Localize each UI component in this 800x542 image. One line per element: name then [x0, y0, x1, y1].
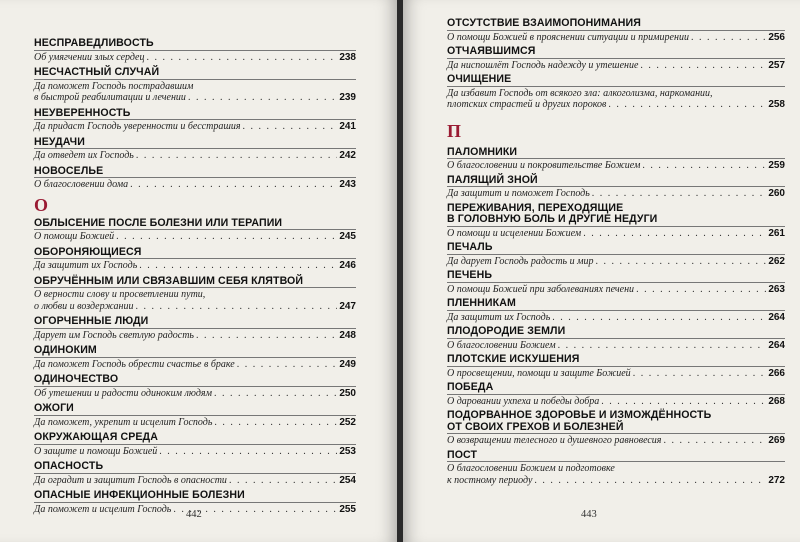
dot-leader — [592, 188, 767, 200]
entry-description — [447, 461, 785, 486]
entry-description-line: Да защитит и поможет Господь — [447, 188, 590, 199]
entry-description-line: О благословении и покровительстве Божием — [447, 160, 641, 171]
entry-description-row — [34, 446, 356, 458]
entry-page-number: 241 — [339, 121, 356, 132]
entry-title-line: ОБЛЫСЕНИЕ ПОСЛЕ БОЛЕЗНИ ИЛИ ТЕРАПИИ — [34, 216, 283, 229]
toc-entry[interactable] — [34, 137, 356, 162]
toc-entry[interactable] — [34, 218, 356, 243]
toc-entry[interactable] — [447, 175, 785, 200]
entry-description-line: Да защитит их Господь — [447, 311, 551, 323]
dot-leader — [229, 475, 337, 487]
toc-entry[interactable] — [34, 403, 356, 428]
entry-description — [34, 177, 356, 191]
entry-title — [34, 403, 356, 415]
entry-title-line: НОВОСЕЛЬЕ — [34, 164, 104, 177]
entry-title-line: НЕСЧАСТНЫЙ СЛУЧАЙ — [34, 66, 160, 78]
dot-leader — [214, 417, 337, 429]
entry-description-line: О благословении дома — [34, 179, 129, 190]
entry-description-line: плотских страстей и других пороков — [447, 99, 607, 110]
entry-description-line: Да придаст Господь уверенности и бесстрашия — [34, 121, 241, 132]
entry-description-line: Об умягчении злых сердец — [34, 51, 145, 63]
toc-entry[interactable] — [447, 18, 785, 43]
entry-title — [447, 270, 785, 282]
entry-page-number: 254 — [339, 474, 356, 486]
entry-title-line: ОБОРОНЯЮЩИЕСЯ — [34, 245, 142, 258]
entry-title-line: ПЛОТСКИЕ ИСКУШЕНИЯ — [447, 353, 580, 365]
dot-leader — [608, 99, 766, 111]
entry-title-line: ОКРУЖАЮЩАЯ СРЕДА — [34, 431, 158, 443]
entry-description-row — [447, 284, 785, 296]
entry-description — [34, 258, 356, 272]
dot-leader — [130, 179, 337, 191]
entry-title-line: ПЕЧЕНЬ — [447, 269, 493, 281]
entry-title-line: ПОДОРВАННОЕ ЗДОРОВЬЕ И ИЗМОЖДЁННОСТЬ — [447, 409, 712, 421]
entry-title-line: ПЛОДОРОДИЕ ЗЕМЛИ — [447, 325, 566, 337]
entry-description-line: Да поможет Господь обрести счастье в браке — [34, 358, 235, 370]
entry-title-line: ОБРУЧЁННЫМ ИЛИ СВЯЗАВШИМ СЕБЯ КЛЯТВОЙ — [34, 274, 304, 287]
entry-description — [34, 148, 356, 162]
dot-leader — [663, 435, 766, 447]
entry-description-line: Да избавит Господь от всякого зла: алкоголизма, наркомании, — [447, 87, 713, 99]
toc-entry[interactable] — [447, 450, 785, 487]
entry-description-row — [447, 160, 785, 172]
left-page-number: 442 — [186, 509, 202, 520]
entry-page-number: 253 — [339, 445, 356, 457]
entry-description-row — [447, 228, 785, 240]
entry-description-row — [447, 340, 785, 352]
entry-title — [447, 74, 785, 86]
entry-title-line: ОПАСНОСТЬ — [34, 460, 104, 472]
entry-title-line: НЕУДАЧИ — [34, 135, 85, 148]
entry-description-line: Да отведет их Господь — [34, 150, 134, 161]
entry-description — [447, 366, 785, 380]
entry-title — [447, 450, 785, 462]
entry-description-line: О помощи и исцелении Божием — [447, 227, 582, 239]
entry-description-row — [34, 301, 356, 313]
entry-page-number: 246 — [339, 260, 356, 271]
entry-page-number: 239 — [339, 92, 356, 103]
entry-description — [34, 287, 356, 312]
entry-title — [447, 410, 785, 433]
toc-entry[interactable] — [34, 108, 356, 133]
entry-description — [447, 30, 785, 44]
toc-entry[interactable] — [34, 166, 356, 191]
dot-leader — [139, 260, 337, 272]
entry-title — [34, 276, 356, 288]
entry-description-line: О верности слову и просветлении пути, — [34, 289, 206, 300]
entry-title — [34, 166, 356, 178]
dot-leader — [691, 32, 766, 44]
entry-description-row — [34, 475, 356, 487]
entry-title — [447, 18, 785, 30]
entry-description — [34, 415, 356, 429]
entry-description — [34, 473, 356, 487]
entry-title — [447, 147, 785, 159]
entry-description-row — [447, 188, 785, 200]
entry-description-line: О возвращении телесного и душевного равновесия — [447, 435, 662, 446]
entry-page-number: 259 — [768, 160, 785, 171]
entry-title-line: ПЕЧАЛЬ — [447, 241, 493, 253]
entry-title — [447, 175, 785, 187]
entry-description-line: в быстрой реабилитации и лечении — [34, 92, 186, 103]
dot-leader — [237, 359, 338, 371]
toc-entry[interactable] — [447, 298, 785, 323]
entry-description — [447, 186, 785, 200]
toc-entry[interactable] — [34, 247, 356, 272]
entry-description-line: Дарует им Господь светлую радость — [34, 329, 194, 341]
entry-title — [447, 46, 785, 58]
dot-leader — [147, 52, 338, 64]
entry-title — [34, 374, 356, 386]
entry-description-line: О помощи Божией в прояснении ситуации и примирении — [447, 31, 689, 43]
entry-page-number: 255 — [339, 503, 356, 515]
entry-description — [447, 310, 785, 324]
dot-leader — [583, 228, 766, 240]
entry-description — [34, 386, 356, 400]
entry-description-row — [447, 99, 785, 111]
entry-description — [447, 394, 785, 408]
entry-page-number: 257 — [768, 59, 785, 71]
entry-description-row — [447, 312, 785, 324]
toc-entry[interactable] — [34, 461, 356, 486]
entry-page-number: 258 — [768, 99, 785, 110]
entry-title-line: ОТСУТСТВИЕ ВЗАИМОПОНИМАНИЯ — [447, 17, 641, 29]
entry-description-line: Да оградит и защитит Господь в опасности — [34, 474, 227, 486]
entry-title — [447, 203, 785, 226]
toc-entry[interactable] — [34, 345, 356, 370]
entry-page-number: 250 — [339, 387, 356, 399]
entry-page-number: 245 — [339, 231, 356, 242]
entry-page-number: 256 — [768, 31, 785, 43]
entry-description-line: Да поможет, укрепит и исцелит Господь — [34, 416, 213, 428]
right-toc — [447, 18, 785, 489]
entry-description — [447, 86, 785, 111]
entry-description — [34, 50, 356, 64]
entry-description-line: О помощи Божией при заболеваниях печени — [447, 283, 635, 295]
dot-leader — [601, 396, 766, 408]
entry-description-row — [447, 60, 785, 72]
entry-page-number: 266 — [768, 367, 785, 379]
toc-entry[interactable] — [447, 46, 785, 71]
entry-title-line: ОТ СВОИХ ГРЕХОВ И БОЛЕЗНЕЙ — [447, 420, 624, 433]
entry-description-line: О помощи Божией — [34, 231, 115, 242]
entry-description-row — [447, 368, 785, 380]
entry-description — [34, 444, 356, 458]
entry-description-row — [447, 32, 785, 44]
dot-leader — [159, 446, 337, 458]
entry-title — [34, 432, 356, 444]
entry-description — [447, 226, 785, 240]
entry-title-line: ОПАСНЫЕ ИНФЕКЦИОННЫЕ БОЛЕЗНИ — [34, 489, 245, 501]
entry-description-row — [447, 475, 785, 487]
toc-entry[interactable] — [447, 270, 785, 295]
entry-title — [447, 354, 785, 366]
entry-title-line: ОДИНОКИМ — [34, 344, 97, 356]
entry-title-line: ПЕРЕЖИВАНИЯ, ПЕРЕХОДЯЩИЕ — [447, 201, 624, 214]
entry-description-row — [34, 92, 356, 104]
toc-entry[interactable] — [34, 276, 356, 313]
left-toc — [34, 38, 356, 519]
dot-leader — [552, 312, 766, 324]
dot-leader — [558, 340, 767, 352]
entry-description-line: О защите и помощи Божией — [34, 445, 158, 457]
entry-page-number: 247 — [339, 300, 356, 312]
entry-page-number: 261 — [768, 227, 785, 239]
entry-description-row — [447, 396, 785, 408]
toc-entry[interactable] — [34, 432, 356, 457]
entry-title — [34, 247, 356, 259]
dot-leader — [243, 121, 338, 133]
entry-title — [34, 38, 356, 50]
entry-description — [34, 328, 356, 342]
entry-title-line: ОТЧАЯВШИМСЯ — [447, 45, 536, 57]
entry-title-line: В ГОЛОВНУЮ БОЛЬ И ДРУГИЕ НЕДУГИ — [447, 213, 658, 225]
entry-description — [447, 338, 785, 352]
entry-page-number: 268 — [768, 395, 785, 407]
toc-entry[interactable] — [34, 316, 356, 341]
entry-title — [34, 490, 356, 502]
entry-page-number: 249 — [339, 358, 356, 370]
entry-description — [447, 282, 785, 296]
entry-title-line: ОГОРЧЕННЫЕ ЛЮДИ — [34, 315, 149, 327]
toc-entry[interactable] — [447, 242, 785, 267]
entry-description — [447, 254, 785, 268]
entry-description-line: Да дарует Господь радость и мир — [447, 255, 594, 267]
entry-description — [447, 158, 785, 172]
entry-description-row — [34, 121, 356, 133]
entry-page-number: 238 — [339, 51, 356, 63]
toc-entry[interactable] — [447, 74, 785, 111]
entry-description-line: О благословении Божием и подготовке — [447, 463, 615, 474]
entry-title — [34, 316, 356, 328]
entry-page-number: 252 — [339, 416, 356, 428]
dot-leader — [136, 150, 337, 162]
entry-description-row — [34, 417, 356, 429]
entry-description-row — [34, 231, 356, 243]
right-page — [403, 0, 800, 542]
entry-description-row — [34, 359, 356, 371]
dot-leader — [640, 60, 766, 72]
entry-description — [447, 433, 785, 447]
toc-entry[interactable] — [34, 374, 356, 399]
toc-entry[interactable] — [447, 382, 785, 407]
entry-title — [34, 218, 356, 230]
entry-title-line: ПАЛОМНИКИ — [447, 145, 518, 158]
dot-leader — [596, 256, 767, 268]
entry-description-line: Да защитит их Господь — [34, 260, 138, 271]
entry-description-line: Да поможет Господь пострадавшим — [34, 80, 194, 92]
dot-leader — [116, 231, 337, 243]
entry-title — [447, 242, 785, 254]
dot-leader — [196, 330, 337, 342]
toc-entry[interactable] — [447, 203, 785, 240]
entry-page-number: 248 — [339, 329, 356, 341]
entry-title — [447, 298, 785, 310]
entry-description — [447, 58, 785, 72]
right-page-number: 443 — [581, 509, 597, 520]
entry-description-line: Да ниспошлёт Господь надежду и утешение — [447, 59, 639, 71]
entry-description-line: к постному периоду — [447, 474, 533, 486]
entry-description-row — [34, 388, 356, 400]
entry-page-number: 242 — [339, 150, 356, 161]
entry-title — [34, 108, 356, 120]
dot-leader — [136, 301, 338, 313]
entry-description-line: Да поможет и исцелит Господь — [34, 503, 172, 515]
toc-entry[interactable] — [34, 38, 356, 63]
entry-page-number: 269 — [768, 435, 785, 446]
section-letter: О — [34, 194, 49, 215]
toc-entry[interactable] — [447, 147, 785, 172]
entry-title — [34, 137, 356, 149]
entry-title — [34, 461, 356, 473]
entry-page-number: 264 — [768, 311, 785, 323]
entry-title-line: НЕУВЕРЕННОСТЬ — [34, 106, 131, 119]
entry-title — [34, 67, 356, 79]
entry-title-line: НЕСПРАВЕДЛИВОСТЬ — [34, 37, 154, 49]
dot-leader — [642, 160, 766, 172]
entry-description — [34, 357, 356, 371]
entry-description-line: О благословении Божием — [447, 339, 556, 351]
entry-title-line: ПЛЕННИКАМ — [447, 297, 516, 309]
dot-leader — [188, 92, 337, 104]
entry-page-number: 263 — [768, 283, 785, 295]
dot-leader — [214, 388, 337, 400]
section-letter: П — [447, 120, 462, 141]
entry-description-row — [34, 330, 356, 342]
entry-title-line: ОДИНОЧЕСТВО — [34, 373, 119, 385]
entry-description — [34, 79, 356, 104]
entry-description-line: О даровании ухпеха и победы добра — [447, 395, 600, 407]
toc-entry[interactable] — [447, 354, 785, 379]
dot-leader — [636, 284, 766, 296]
entry-description-row — [34, 52, 356, 64]
entry-description — [34, 229, 356, 243]
entry-page-number: 272 — [768, 474, 785, 486]
entry-title-line: ОЖОГИ — [34, 402, 74, 414]
entry-title-line: ОЧИЩЕНИЕ — [447, 73, 512, 85]
toc-entry[interactable] — [447, 410, 785, 447]
entry-title — [447, 382, 785, 394]
entry-description-row — [34, 179, 356, 191]
entry-description-line: О просвещении, помощи и защите Божией — [447, 367, 631, 379]
entry-title — [34, 345, 356, 357]
entry-description-row — [447, 435, 785, 447]
entry-description — [34, 119, 356, 133]
entry-description-row — [34, 260, 356, 272]
toc-entry[interactable] — [447, 326, 785, 351]
entry-title — [447, 326, 785, 338]
entry-title-line: ПОБЕДА — [447, 381, 494, 393]
entry-page-number: 264 — [768, 339, 785, 351]
dot-leader — [633, 368, 767, 380]
entry-page-number: 262 — [768, 255, 785, 267]
entry-description-line: о любви и воздержании — [34, 300, 134, 312]
toc-entry[interactable] — [34, 67, 356, 104]
entry-page-number: 260 — [768, 188, 785, 199]
left-page — [0, 0, 397, 542]
entry-description-row — [447, 256, 785, 268]
dot-leader — [534, 475, 766, 487]
entry-description-line: Об утешении и радости одиноким людям — [34, 387, 212, 399]
entry-description-row — [34, 150, 356, 162]
entry-title-line: ПОСТ — [447, 448, 478, 461]
entry-title-line: ПАЛЯЩИЙ ЗНОЙ — [447, 173, 538, 186]
entry-page-number: 243 — [339, 179, 356, 190]
